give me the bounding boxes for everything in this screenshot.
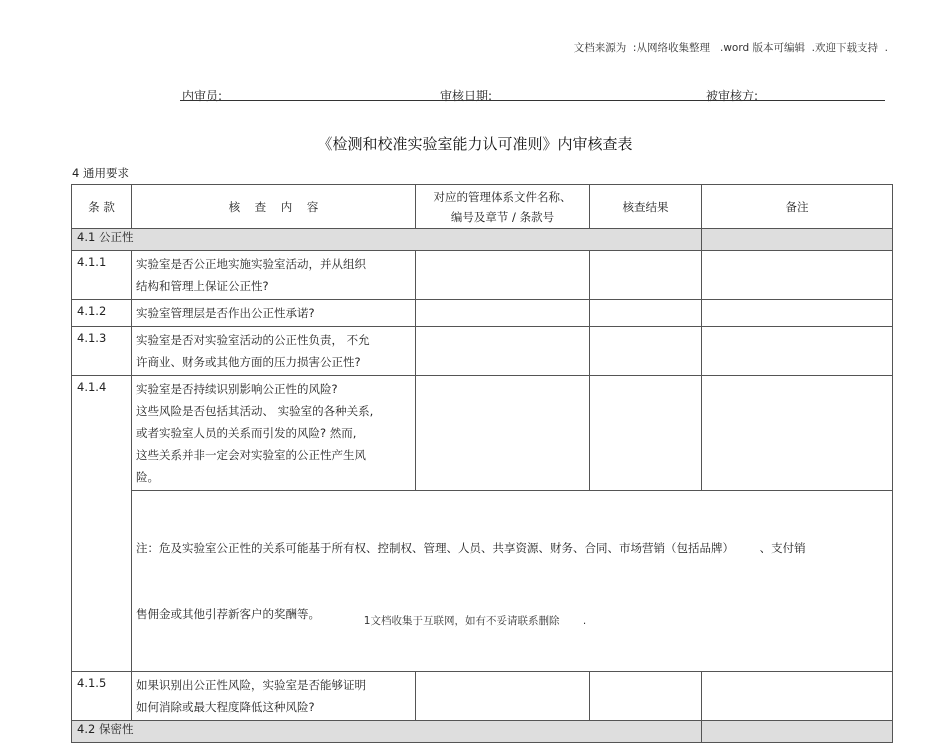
remarks-cell[interactable] xyxy=(702,327,893,376)
remarks-cell[interactable] xyxy=(702,721,893,743)
clause-number: 4.1.5 xyxy=(72,672,132,721)
header-content: 核 查 内 容 xyxy=(132,185,416,229)
reference-cell[interactable] xyxy=(416,327,590,376)
signature-rule xyxy=(180,100,885,101)
section-heading: 4 通用要求 xyxy=(72,166,129,180)
page-footer: 1文档收集于互联网，如有不妥请联系删除 . xyxy=(363,615,587,627)
table-row xyxy=(72,672,893,721)
result-cell[interactable] xyxy=(590,251,702,300)
check-content: 实验室管理层是否作出公正性承诺? xyxy=(132,300,416,327)
clause-number: 4.1.2 xyxy=(72,300,132,327)
group-row-impartiality xyxy=(72,229,893,251)
audit-checklist-table xyxy=(71,184,893,743)
result-cell[interactable] xyxy=(590,376,702,491)
check-content: 实验室是否持续识别影响公正性的风险? 这些风险是否包括其活动、 实验室的各种关系, 或者实验室人员的关系而引发的风险? 然而, 这些关系并非一定会对实验室的公正性产生风 险。 xyxy=(132,376,416,491)
result-cell[interactable] xyxy=(590,672,702,721)
remarks-cell[interactable] xyxy=(702,229,893,251)
table-row xyxy=(72,376,893,491)
remarks-cell[interactable] xyxy=(702,376,893,491)
clause-number: 4.1.1 xyxy=(72,251,132,300)
page-title: 《检测和校准实验室能力认可准则》内审核查表 xyxy=(317,135,633,153)
source-note: 文档来源为 :从网络收集整理 .word 版本可编辑 .欢迎下载支持 . xyxy=(573,42,888,54)
check-content: 实验室是否对实验室活动的公正性负责， 不允 许商业、财务或其他方面的压力损害公正性? xyxy=(132,327,416,376)
reference-cell[interactable] xyxy=(416,376,590,491)
reference-cell[interactable] xyxy=(416,251,590,300)
group-label: 4.2 保密性 xyxy=(72,721,702,743)
clause-number: 4.1.4 xyxy=(72,376,132,672)
remarks-cell[interactable] xyxy=(702,251,893,300)
remarks-cell[interactable] xyxy=(702,300,893,327)
remarks-cell[interactable] xyxy=(702,672,893,721)
table-row xyxy=(72,251,893,300)
header-remarks: 备注 xyxy=(702,185,893,229)
reference-cell[interactable] xyxy=(416,300,590,327)
header-reference: 对应的管理体系文件名称、 编号及章节 / 条款号 xyxy=(416,185,590,229)
note-row xyxy=(72,491,893,672)
auditor-label: 内审员: xyxy=(182,89,223,103)
reference-cell[interactable] xyxy=(416,672,590,721)
impartiality-note: 注：危及实验室公正性的关系可能基于所有权、控制权、管理、人员、共享资源、财务、合同、市场营销（包括品牌） 、支付销 售佣金或其他引荐新客户的奖酬等。 xyxy=(132,491,893,672)
check-content: 如果识别出公正性风险，实验室是否能够证明 如何消除或最大程度降低这种风险? xyxy=(132,672,416,721)
table-row xyxy=(72,327,893,376)
group-label: 4.1 公正性 xyxy=(72,229,702,251)
result-cell[interactable] xyxy=(590,327,702,376)
check-content: 实验室是否公正地实施实验室活动，并从组织 结构和管理上保证公正性? xyxy=(132,251,416,300)
header-clause: 条 款 xyxy=(72,185,132,229)
header-result: 核查结果 xyxy=(590,185,702,229)
auditee-label: 被审核方: xyxy=(706,89,759,103)
group-row-confidentiality xyxy=(72,721,893,743)
result-cell[interactable] xyxy=(590,300,702,327)
table-row xyxy=(72,300,893,327)
clause-number: 4.1.3 xyxy=(72,327,132,376)
audit-date-label: 审核日期: xyxy=(440,89,493,103)
table-header-row xyxy=(72,185,893,229)
